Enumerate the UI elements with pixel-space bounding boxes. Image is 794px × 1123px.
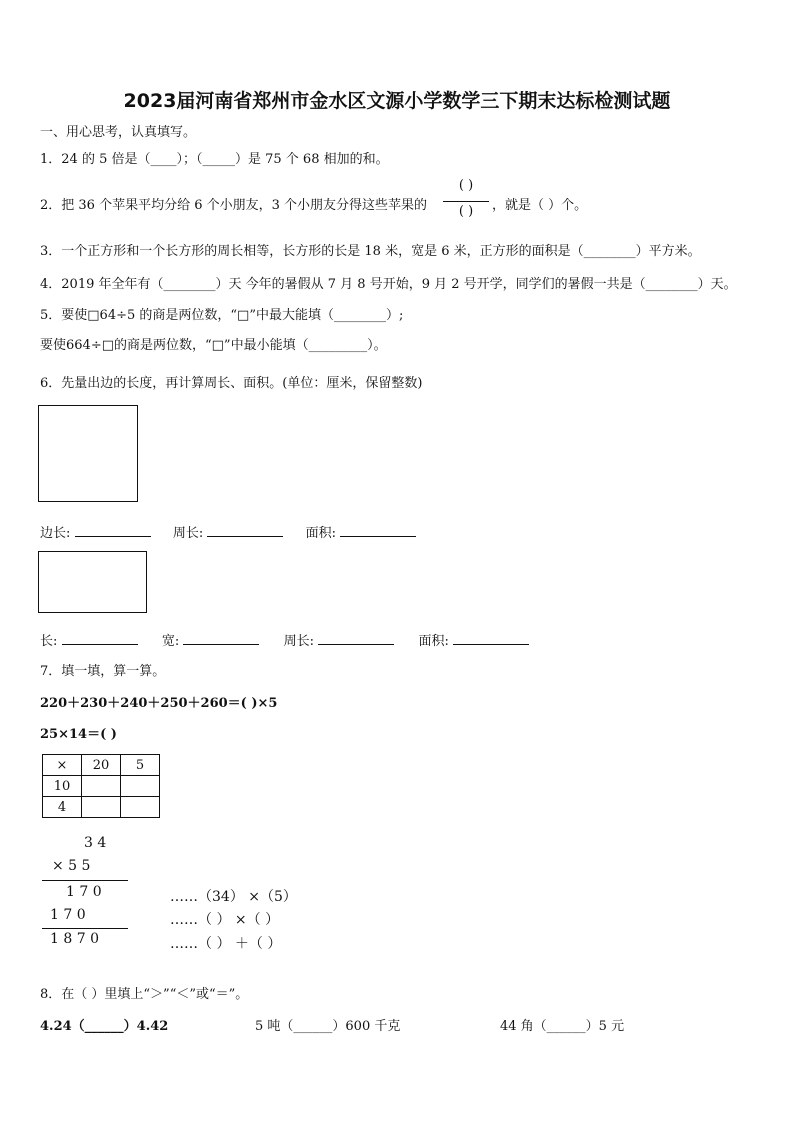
table-row-label: 10: [43, 776, 82, 797]
rectangle-figure: [38, 551, 147, 613]
multiplication-table: [42, 754, 160, 818]
rect-area-blank[interactable]: [453, 632, 529, 645]
partial-product-2: 1 7 0: [50, 907, 86, 923]
question-5a: 5．要使□64÷5 的商是两位数，“□”中最大能填（________）;: [40, 308, 404, 323]
square-answer-row: [40, 522, 416, 541]
vertical-multiplicand: 3 4: [84, 835, 107, 851]
table-header-cell: ×: [43, 755, 82, 776]
question-2-tail: ，就是（ ）个。: [492, 198, 588, 213]
q8-item-2: 5 吨（______）600 千克: [255, 1019, 401, 1034]
rect-area-label: 面积:: [418, 634, 449, 649]
table-answer-cell[interactable]: [82, 776, 121, 797]
length-blank[interactable]: [62, 632, 138, 645]
vertical-rule-1: [42, 880, 128, 881]
table-row-label: 4: [43, 797, 82, 818]
width-blank[interactable]: [183, 632, 259, 645]
table-header-cell: 5: [121, 755, 160, 776]
note-1: ……（34） ×（5）: [170, 889, 297, 905]
question-8: 8．在（ ）里填上“＞”“＜”或“＝”。: [40, 987, 249, 1002]
q7-equation-2: 25×14＝( ): [40, 727, 117, 742]
question-2-text: 2．把 36 个苹果平均分给 6 个小朋友，3 个小朋友分得这些苹果的: [40, 198, 428, 213]
section-heading: 一、用心思考，认真填写。: [40, 125, 197, 140]
note-2: ……（ ） ×（ ）: [170, 912, 280, 928]
width-label: 宽:: [161, 634, 180, 649]
perimeter-blank[interactable]: [207, 524, 283, 537]
side-label: 边长:: [40, 526, 71, 541]
area-label: 面积:: [305, 526, 337, 541]
square-figure: [38, 405, 138, 502]
q7-equation-1: 220＋230＋240＋250＋260＝( )×5: [40, 696, 278, 711]
q8-item-1: 4.24（______）4.42: [40, 1019, 169, 1034]
fraction-denominator[interactable]: ( ): [458, 204, 474, 219]
vertical-multiplier: × 5 5: [52, 858, 91, 874]
question-3: 3．一个正方形和一个长方形的周长相等，长方形的长是 18 米，宽是 6 米，正方形的面积是（________）平方米。: [40, 244, 701, 259]
question-4: 4．2019 年全年有（________）天 今年的暑假从 7 月 8 号开始，9 月 2 号开学，同学们的暑假一共是（________）天。: [40, 277, 737, 292]
fraction-numerator[interactable]: ( ): [458, 178, 474, 193]
q8-item-3: 44 角（______）5 元: [500, 1019, 625, 1034]
question-6: 6．先量出边的长度，再计算周长、面积。(单位：厘米，保留整数): [40, 376, 423, 391]
table-answer-cell[interactable]: [121, 776, 160, 797]
page-title: 2023届河南省郑州市金水区文源小学数学三下期末达标检测试题: [123, 90, 671, 112]
question-2-fraction: [443, 178, 489, 224]
question-5b: 要使664÷□的商是两位数，“□”中最小能填（_________）。: [40, 338, 387, 353]
area-blank[interactable]: [340, 524, 416, 537]
final-product: 1 8 7 0: [50, 931, 99, 947]
table-answer-cell[interactable]: [121, 797, 160, 818]
rect-perimeter-blank[interactable]: [318, 632, 394, 645]
table-answer-cell[interactable]: [82, 797, 121, 818]
fraction-bar: [443, 201, 489, 202]
partial-product-1: 1 7 0: [66, 884, 102, 900]
table-header-cell: 20: [82, 755, 121, 776]
question-7: 7．填一填，算一算。: [40, 664, 166, 679]
rect-perimeter-label: 周长:: [283, 634, 315, 649]
rectangle-answer-row: [40, 630, 529, 649]
vertical-rule-2: [42, 928, 128, 929]
side-blank[interactable]: [75, 524, 151, 537]
question-1: 1．24 的 5 倍是（____）；（_____）是 75 个 68 相加的和。: [40, 152, 389, 167]
note-3: ……（ ） ＋（ ）: [170, 936, 282, 952]
perimeter-label: 周长:: [172, 526, 204, 541]
length-label: 长:: [40, 634, 58, 649]
